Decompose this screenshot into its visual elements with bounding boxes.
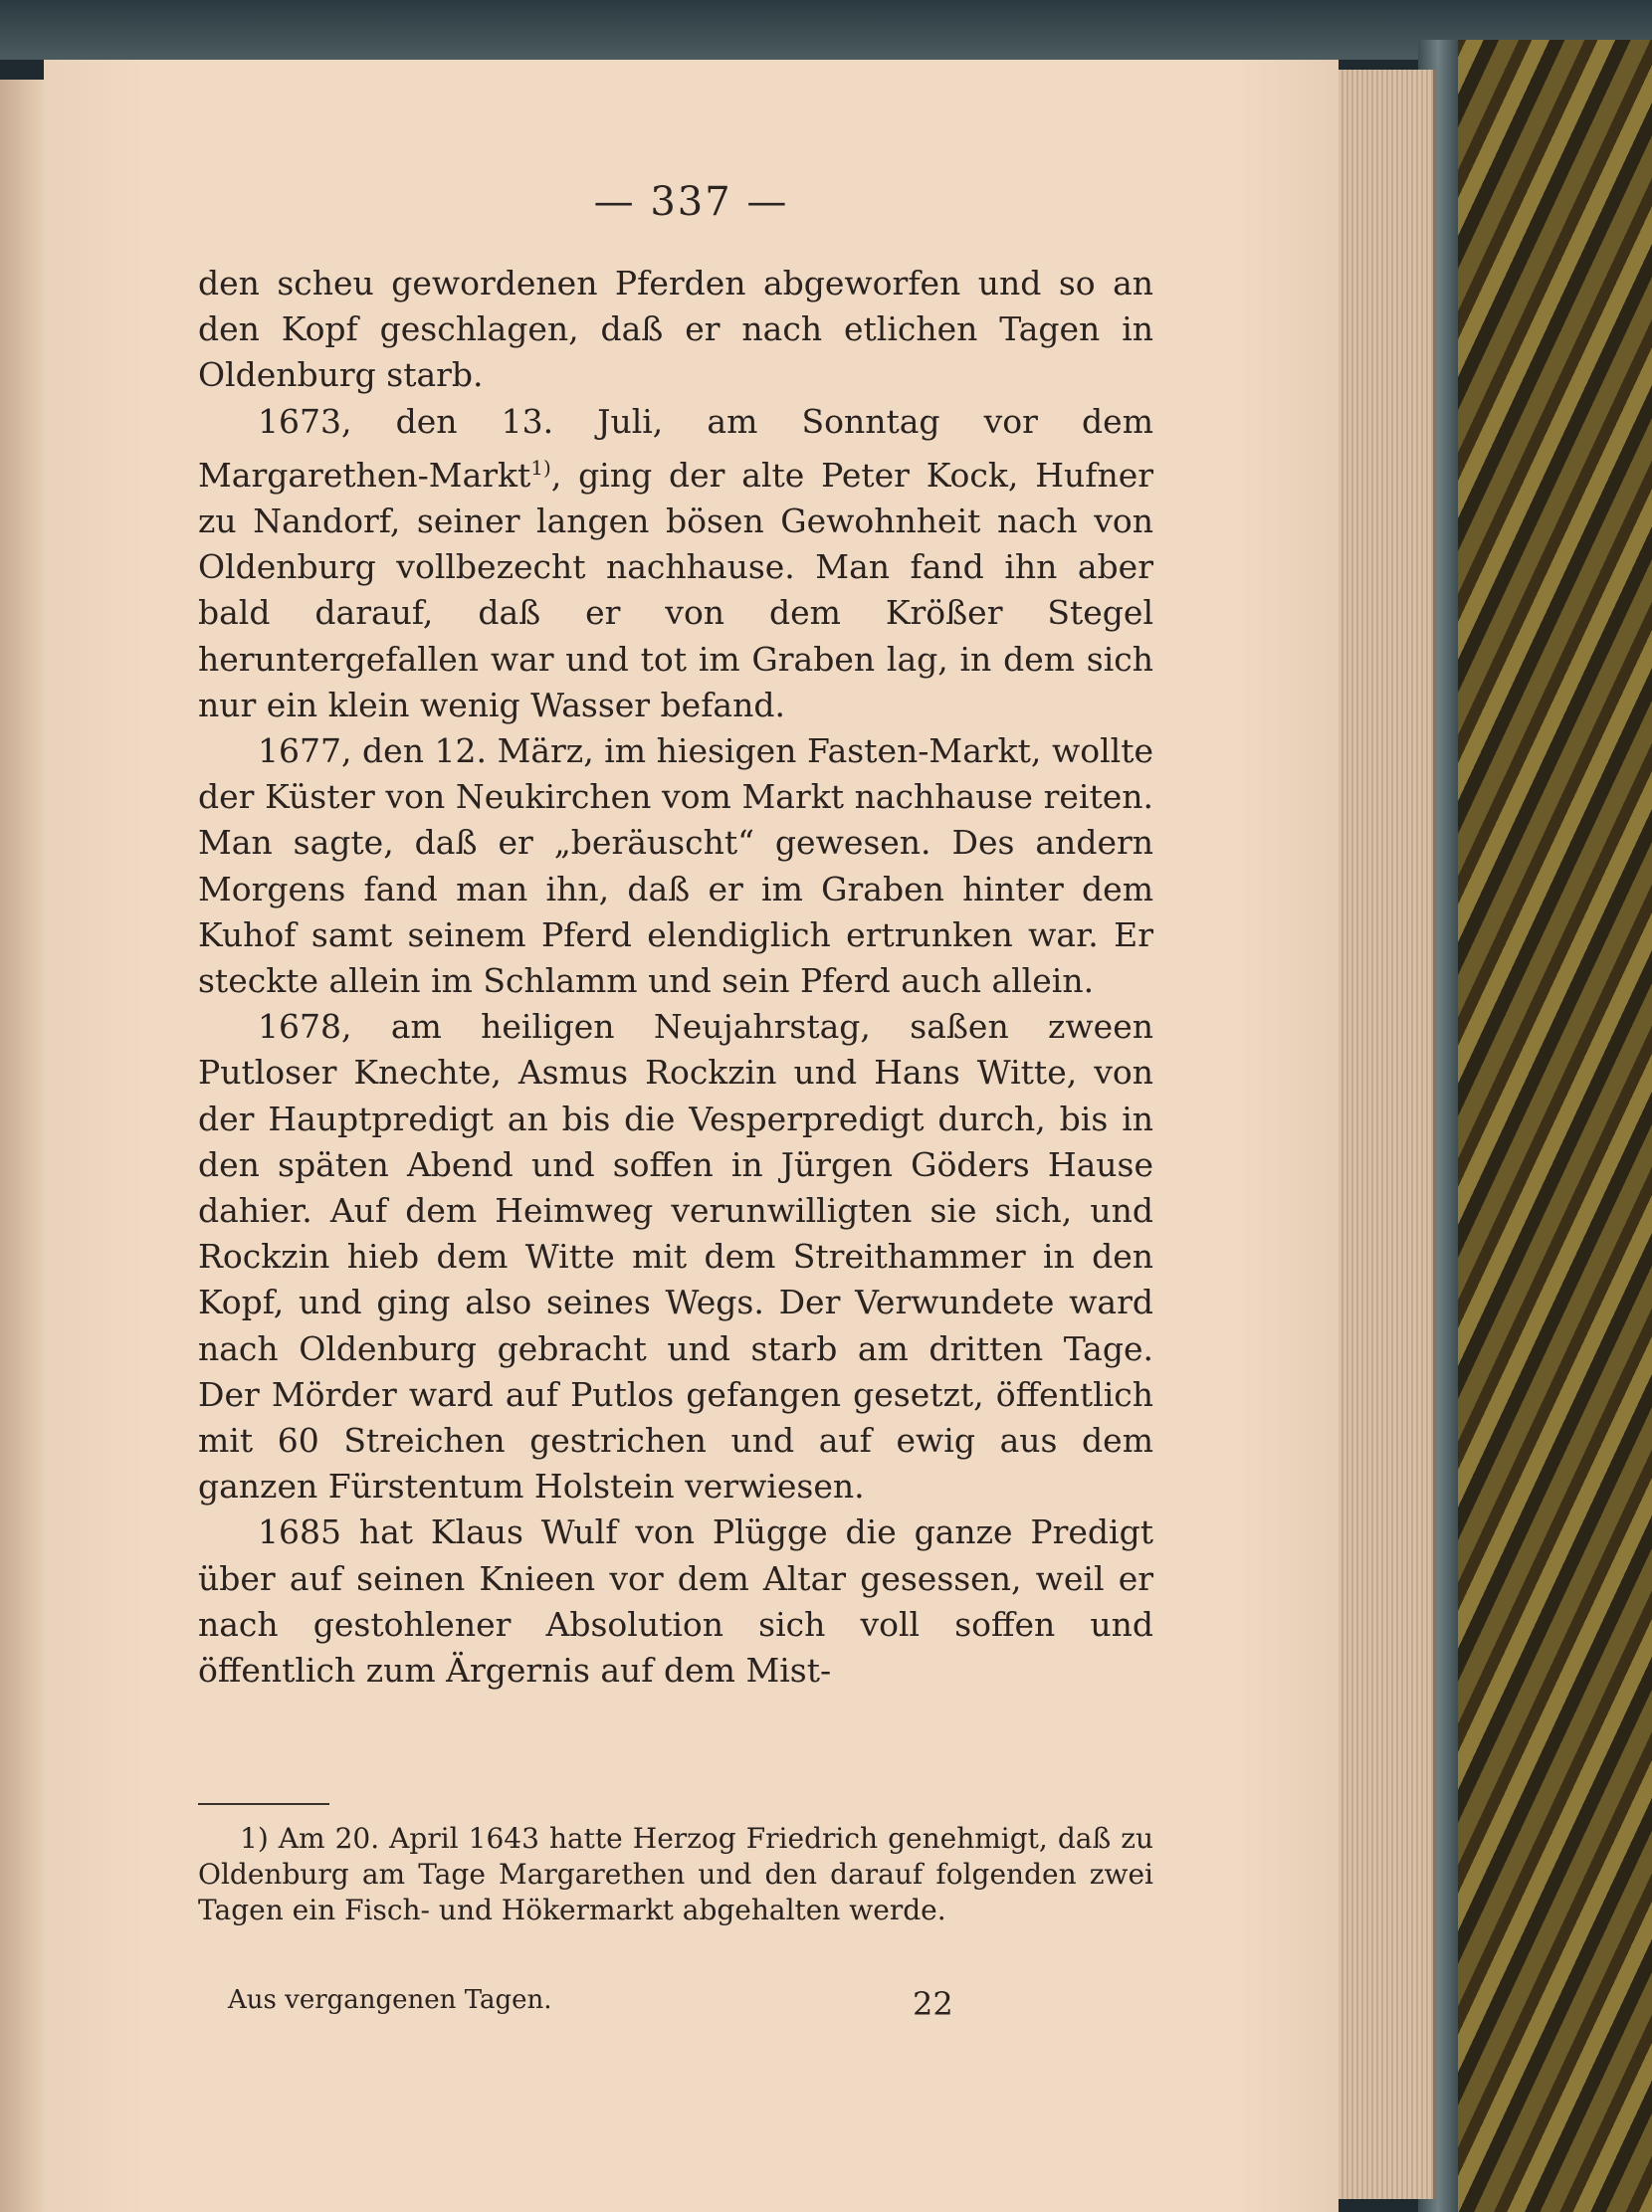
paragraph: den scheu gewordenen Pferden abgeworfen und so an den Kopf geschlagen, daß er nach etlichen Tagen in Oldenburg starb. — [198, 264, 1153, 395]
footnote-reference: 1) — [530, 455, 551, 480]
paragraph: 1678, am heiligen Neujahrstag, saßen zween Putloser Knechte, Asmus Rockzin und Hans Witte, von der Hauptpredigt an bis die Vesperpredigt durch, bis in den späten Abend und soffen in Jürgen Göders Hause dahier. Auf dem Heimweg verunwilligten sie sich, und Rockzin hieb dem Witte mit dem Streithammer in den Kopf, und ging also seines Wegs. Der Verwundete ward nach Oldenburg gebracht und starb am dritten Tage. Der Mörder ward auf Putlos gefangen gesetzt, öffentlich mit 60 Streichen gestrichen und auf ewig aus dem ganzen Fürstentum Holstein verwiesen. — [198, 1007, 1153, 1507]
page-number-header: — 337 — — [593, 179, 789, 225]
body-text — [198, 261, 1153, 1694]
paragraph — [198, 399, 1153, 728]
page-block-edges — [1339, 70, 1436, 2199]
footnote-text: Am 20. April 1643 hatte Herzog Friedrich genehmigt, daß zu Oldenburg am Tage Margarethen und den darauf folgenden zwei Tagen ein Fisch- und Hökermarkt abgehalten werde. — [198, 1822, 1153, 1926]
paragraph: 1685 hat Klaus Wulf von Plügge die ganze Predigt über auf seinen Knieen vor dem Altar gesessen, weil er nach gestohlener Absolution sich voll soffen und öffentlich zum Ärgernis auf dem Mist- — [198, 1512, 1153, 1691]
paragraph: 1677, den 12. März, im hiesigen Fasten-Markt, wollte der Küster von Neukirchen vom Markt nachhause reiten. Man sagte, daß er „beräuscht“ gewesen. Des andern Morgens fand man ihn, daß er im Graben hinter dem Kuhof samt seinem Pferd elendiglich ertrunken war. Er steckte allein im Schlamm und sein Pferd auch allein. — [198, 731, 1153, 1001]
paragraph-text: 1673, den 13. Juli, am Sonntag vor dem Margarethen-Markt — [198, 401, 1153, 495]
book-page — [44, 60, 1339, 2212]
page-footer — [198, 1985, 1153, 2025]
signature-mark: 22 — [913, 1985, 953, 2023]
footnote-divider — [198, 1803, 329, 1805]
marbled-cover — [1433, 40, 1652, 2212]
book-cover-top — [0, 0, 1652, 60]
footnote-number: 1) — [240, 1822, 269, 1855]
signature-title: Aus vergangenen Tagen. — [228, 1985, 552, 2015]
footnote — [198, 1821, 1153, 1928]
paragraph-text: , ging der alte Peter Kock, Hufner zu Nandorf, seiner langen bösen Gewohnheit nach von Oldenburg vollbezecht nachhause. Man fand ihn aber bald darauf, daß er von dem Krößer Stegel heruntergefallen war und tot im Graben lag, in dem sich nur ein klein wenig Wasser befand. — [198, 455, 1153, 724]
previous-page-edge — [0, 80, 44, 2212]
